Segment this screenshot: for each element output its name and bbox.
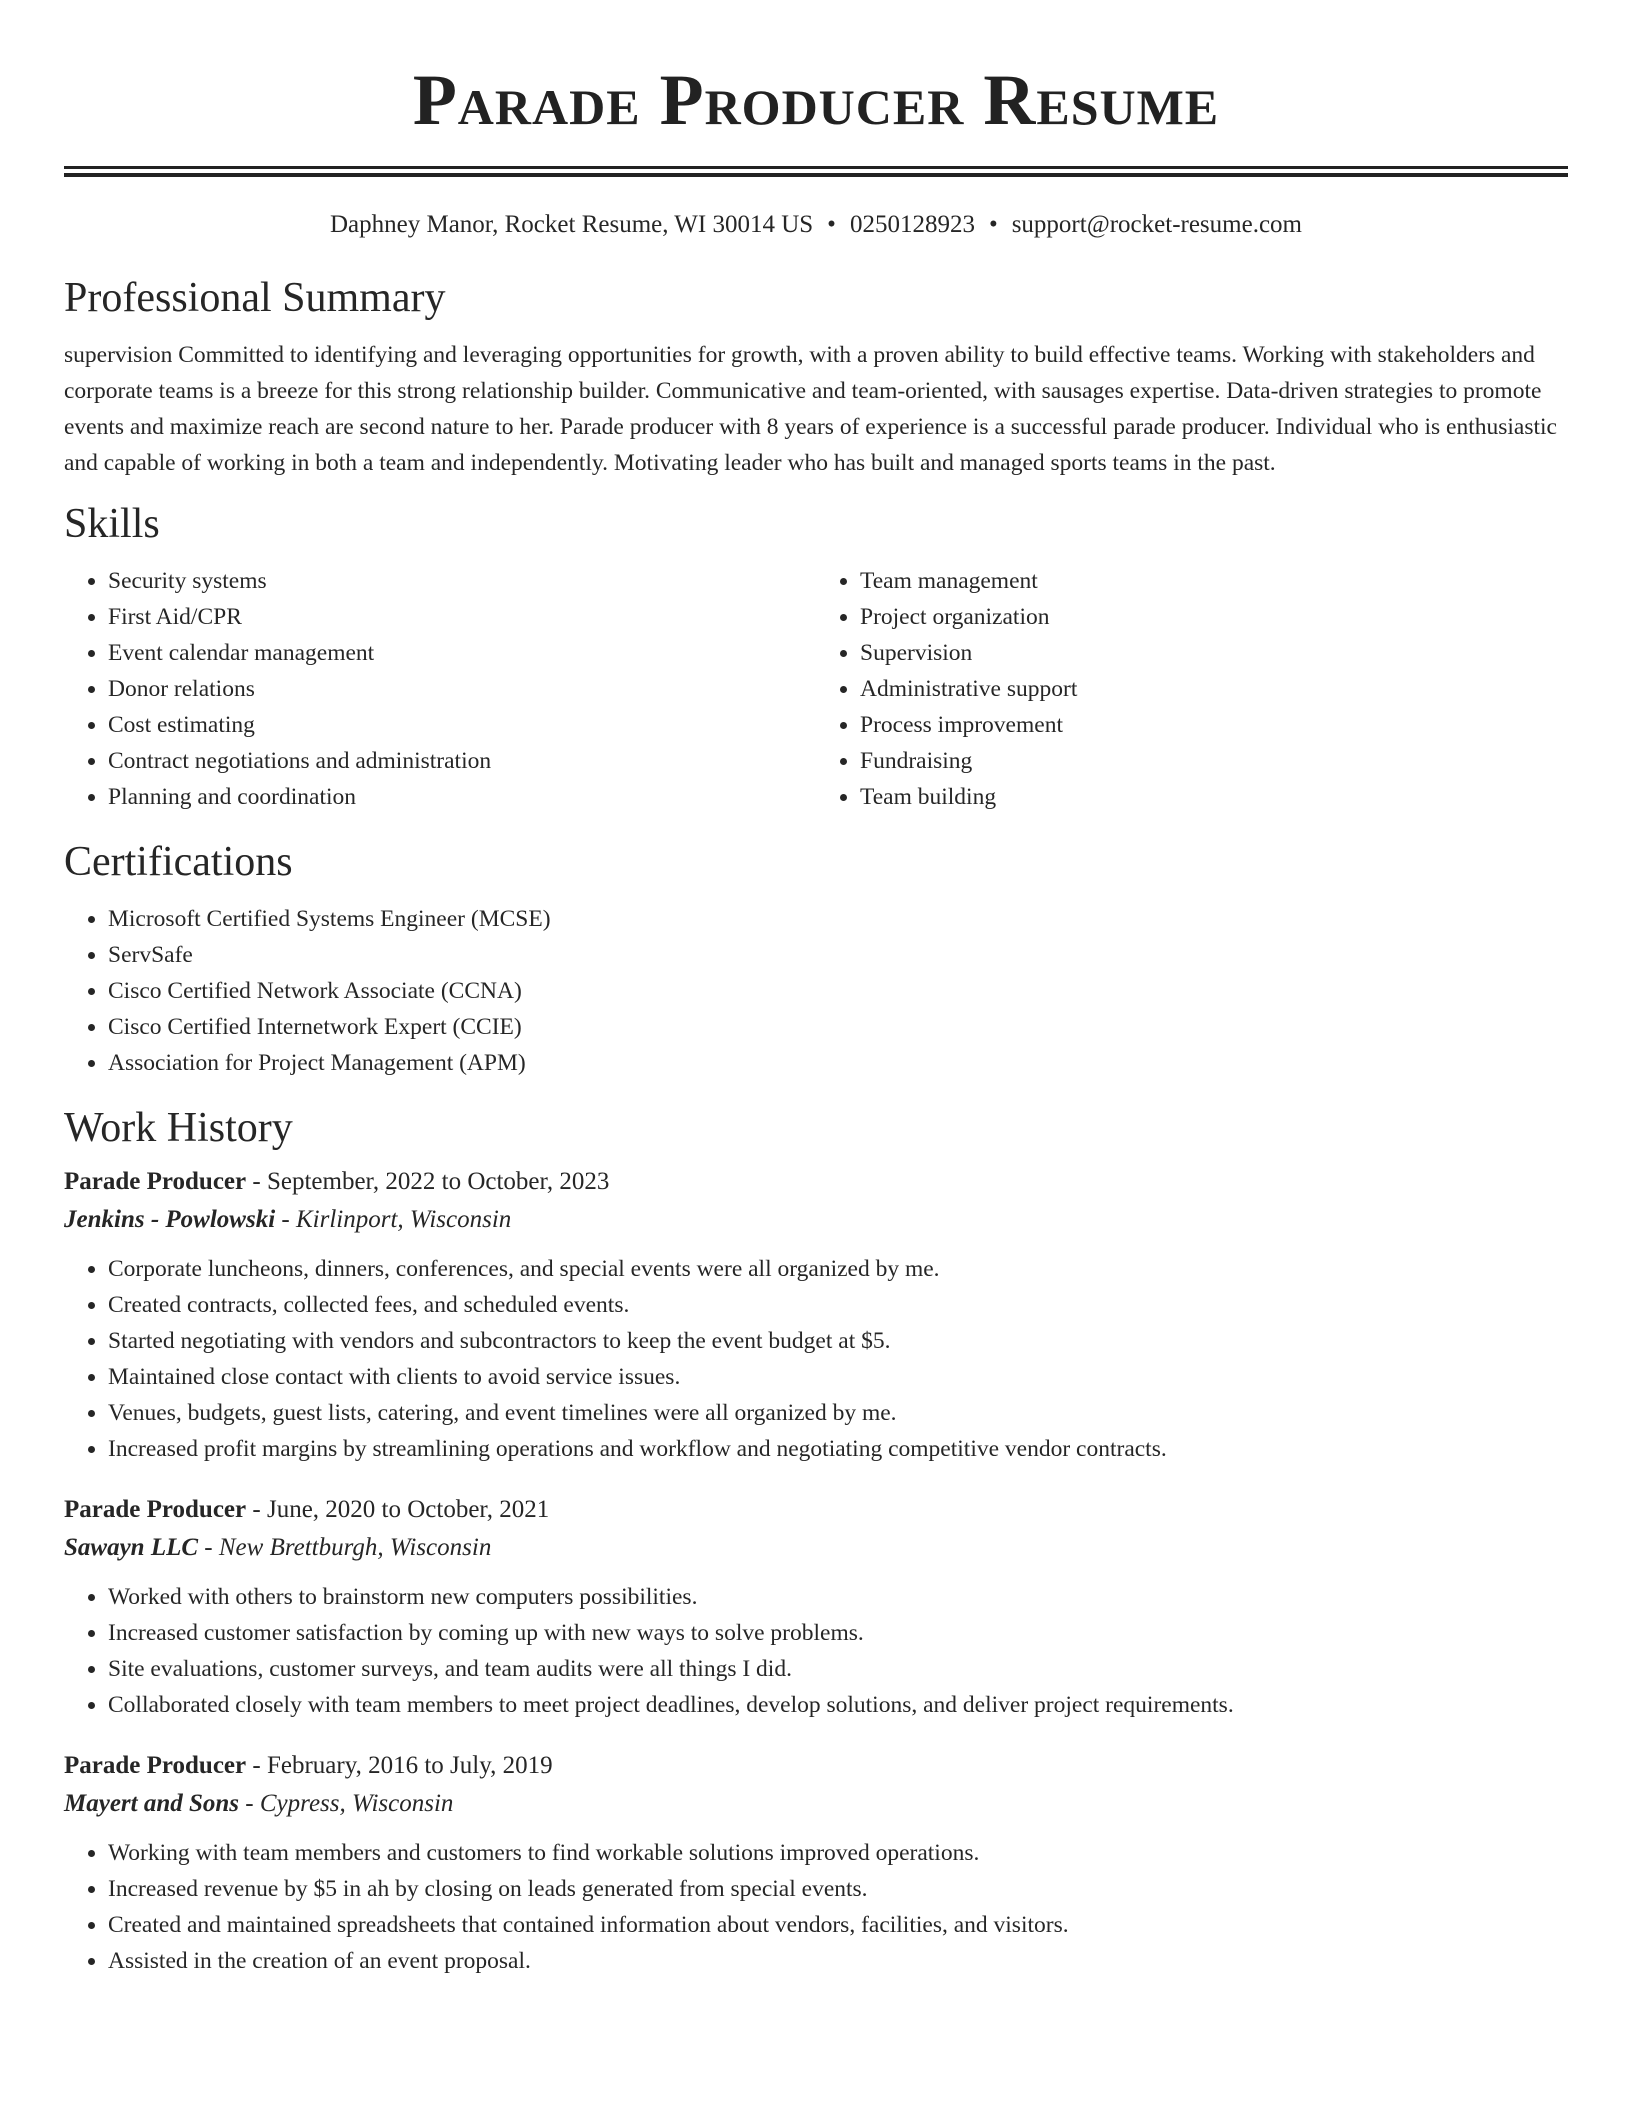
skill-item: • Cost estimating	[108, 707, 816, 743]
job-bullet: • Started negotiating with vendors and subcontractors to keep the event budget at $5.	[108, 1323, 1568, 1359]
job-location: - New Brettburgh, Wisconsin	[198, 1534, 492, 1561]
job-entry	[64, 1747, 1568, 1979]
skill-item: • Fundraising	[860, 743, 1568, 779]
skill-item: • Contract negotiations and administration	[108, 743, 816, 779]
certification-item: • ServSafe	[108, 937, 1568, 973]
job-bullet: • Working with team members and customers to find workable solutions improved operations.	[108, 1835, 1568, 1871]
job-company: Mayert and Sons	[64, 1790, 240, 1817]
certifications-list	[64, 901, 1568, 1081]
job-bullet: • Created contracts, collected fees, and scheduled events.	[108, 1287, 1568, 1323]
job-bullet: • Worked with others to brainstorm new computers possibilities.	[108, 1579, 1568, 1615]
skill-item: • Planning and coordination	[108, 779, 816, 815]
contact-line	[64, 209, 1568, 241]
title-double-rule	[64, 166, 1568, 177]
job-company-line	[64, 1201, 1568, 1239]
skill-item: • Security systems	[108, 563, 816, 599]
skill-item: • Team management	[860, 563, 1568, 599]
job-entry	[64, 1163, 1568, 1467]
job-title: Parade Producer	[64, 1752, 247, 1779]
summary-heading: Professional Summary	[64, 275, 446, 321]
job-bullet: • Increased profit margins by streamlining operations and workflow and negotiating competitive vendor contracts.	[108, 1431, 1568, 1467]
certification-item: • Cisco Certified Internetwork Expert (CCIE)	[108, 1009, 1568, 1045]
job-bullet: • Assisted in the creation of an event proposal.	[108, 1943, 1568, 1979]
skill-item: • Project organization	[860, 599, 1568, 635]
job-title-line	[64, 1491, 1568, 1529]
skill-item: • Supervision	[860, 635, 1568, 671]
job-bullet: • Site evaluations, customer surveys, and team audits were all things I did.	[108, 1651, 1568, 1687]
job-company-line	[64, 1785, 1568, 1823]
skill-item: • Donor relations	[108, 671, 816, 707]
skills-list-left	[64, 563, 816, 815]
work-history-heading: Work History	[64, 1105, 293, 1151]
skill-item: • First Aid/CPR	[108, 599, 816, 635]
job-bullet: • Increased revenue by $5 in ah by closing on leads generated from special events.	[108, 1871, 1568, 1907]
job-bullet: • Venues, budgets, guest lists, catering, and event timelines were all organized by me.	[108, 1395, 1568, 1431]
contact-separator: •	[827, 211, 836, 238]
contact-phone: 0250128923	[849, 211, 975, 238]
job-company: Jenkins - Powlowski	[64, 1206, 276, 1233]
job-location: - Kirlinport, Wisconsin	[275, 1206, 512, 1233]
certification-item: • Association for Project Management (APM)	[108, 1045, 1568, 1081]
summary-text: supervision Committed to identifying and leveraging opportunities for growth, with a proven ability to build effective teams. Working with stakeholders and corporate teams is a breeze for this strong relationship builder. Communicative and team-oriented, with sausages expertise. Data-driven strategies to promote events and maximize reach are second nature to her. Parade producer with 8 years of experience is a successful parade producer. Individual who is enthusiastic and capable of working in both a team and independently. Motivating leader who has built and managed sports teams in the past.	[64, 342, 1557, 476]
job-bullets	[64, 1835, 1568, 1979]
job-company-line	[64, 1529, 1568, 1567]
resume-title: Parade Producer Resume	[412, 60, 1220, 140]
job-title-line	[64, 1163, 1568, 1201]
certifications-heading: Certifications	[64, 839, 293, 885]
skill-item: • Team building	[860, 779, 1568, 815]
job-bullet: • Corporate luncheons, dinners, conferences, and special events were all organized by me.	[108, 1251, 1568, 1287]
skill-item: • Event calendar management	[108, 635, 816, 671]
job-company: Sawayn LLC	[64, 1534, 199, 1561]
skill-item: • Administrative support	[860, 671, 1568, 707]
skill-item: • Process improvement	[860, 707, 1568, 743]
skills-heading: Skills	[64, 501, 160, 547]
job-dates: - February, 2016 to July, 2019	[246, 1752, 553, 1779]
job-title: Parade Producer	[64, 1496, 247, 1523]
job-dates: - June, 2020 to October, 2021	[246, 1496, 550, 1523]
job-title-line	[64, 1747, 1568, 1785]
contact-separator: •	[988, 211, 998, 238]
certification-item: • Cisco Certified Network Associate (CCNA)	[108, 973, 1568, 1009]
certification-item: • Microsoft Certified Systems Engineer (MCSE)	[108, 901, 1568, 937]
job-bullet: • Increased customer satisfaction by coming up with new ways to solve problems.	[108, 1615, 1568, 1651]
job-bullets	[64, 1579, 1568, 1723]
skills-list-right	[816, 563, 1568, 815]
resume-page	[64, 0, 1568, 1979]
skills-columns	[64, 563, 1568, 815]
job-title: Parade Producer	[64, 1168, 247, 1195]
job-bullet: • Collaborated closely with team members to meet project deadlines, develop solutions, and deliver project requirements.	[108, 1687, 1568, 1723]
job-dates: - September, 2022 to October, 2023	[246, 1168, 610, 1195]
job-bullet: • Created and maintained spreadsheets that contained information about vendors, facilities, and visitors.	[108, 1907, 1568, 1943]
job-bullets	[64, 1251, 1568, 1467]
job-location: - Cypress, Wisconsin	[239, 1790, 454, 1817]
contact-address: Daphney Manor, Rocket Resume, WI 30014 US	[329, 211, 814, 238]
job-bullet: • Maintained close contact with clients to avoid service issues.	[108, 1359, 1568, 1395]
job-entry	[64, 1491, 1568, 1723]
contact-email[interactable]: support@rocket-resume.com	[1011, 211, 1302, 238]
